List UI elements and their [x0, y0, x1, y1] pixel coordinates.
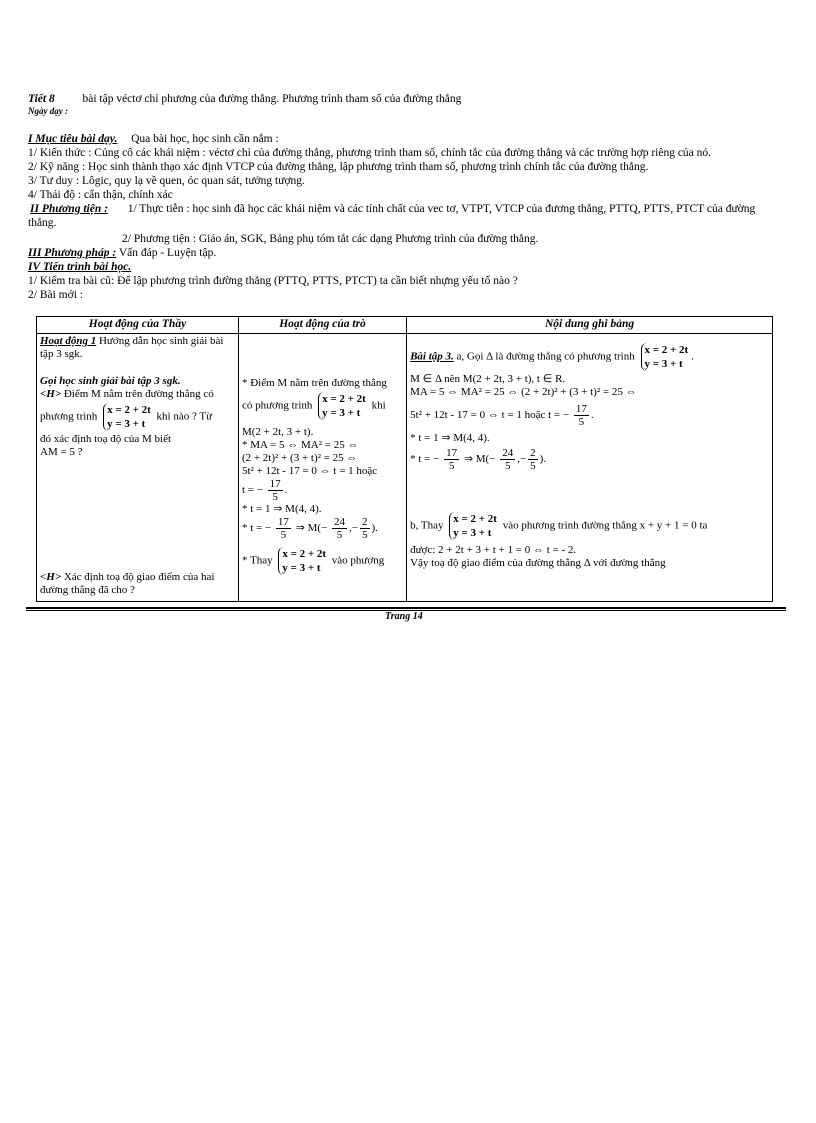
- board-cell: Bài tập 3. a, Gọi Δ là đường thẳng có phương trình x = 2 + 2t y = 3 + t . M ∈ Δ nên M(2 + 2t, 3 + t), t ∈ R. MA = 5 ⇔ MA² = 25 ⇔ (2 + 2t)² + (3 + t)² = 25 ⇔ 5t² + 12t - 17 = 0 ⇔ t = 1 hoặc t = − $\frac{17}{5}$ . * t = 1 ⇒ M(4, 4). * t = − $\frac{17}{5}$ ⇒ M(− $\frac{24}{5}$ ,− $\frac{2}{5}$ ). b, Thay x = 2 + 2t y = 3 + t vào phương trình đường thẳng x + y + 1 = 0 ta được: 2 + 2t + 3 + t + 1 = 0 ⇔ t = - 2. Vậy toạ độ giao điểm của đường thẳng Δ với đường thẳng: [407, 334, 773, 602]
- q2-b: đường thẳng đã cho ?: [40, 584, 135, 596]
- phuong-phap-title: III Phương pháp :: [28, 247, 117, 259]
- fraction: $\frac{2}{5}$: [530, 447, 536, 472]
- param-system: x = 2 + 2t y = 3 + t: [278, 547, 326, 575]
- goi-text: Gọi học sinh giải bài tập 3 sgk.: [40, 375, 181, 387]
- fraction: $\frac{24}{5}$: [502, 447, 514, 472]
- phuong-tien-title: II Phương tiện :: [30, 203, 108, 215]
- tien-trinh-title: IV Tiến trình bài học.: [28, 261, 132, 273]
- muc-tieu-intro: Qua bài học, học sinh cần nắm :: [131, 133, 279, 145]
- lesson-heading: [28, 92, 461, 106]
- phuong-phap-line: [28, 246, 216, 260]
- lesson-number: Tiết 8: [28, 93, 55, 105]
- muc-tieu-line: [28, 132, 279, 146]
- q1-e: AM = 5 ?: [40, 446, 83, 458]
- a7: 5t² + 12t - 17 = 0 ⇔ t = 1 hoặc: [241, 465, 378, 477]
- kiem-tra: 1/ Kiểm tra bài cũ: Để lập phương trình đường thẳng (PTTQ, PTTS, PTCT) ta cần biết nhựng yếu tố nào ?: [28, 275, 518, 287]
- page-number: Trang 14: [385, 611, 423, 622]
- table-row: [37, 334, 773, 602]
- param-system: x = 2 + 2t y = 3 + t: [103, 403, 151, 431]
- fraction: $\frac{17}{5}$: [446, 447, 458, 472]
- fraction: $\frac{2}{5}$: [362, 516, 368, 541]
- a2: có phương trình: [241, 399, 313, 412]
- q1-d: đó xác định toạ độ của M biết: [40, 433, 172, 445]
- l7: Vậy toạ độ giao điểm của đường thẳng Δ với đường thẳng: [410, 557, 666, 569]
- q2-a: Xác định toạ độ giao điểm của hai: [63, 571, 215, 583]
- a11-pre: * Thay: [241, 554, 273, 567]
- bai-moi: 2/ Bài mới :: [28, 289, 83, 301]
- a6: (2 + 2t)² + (3 + t)² = 25 ⇔: [241, 452, 358, 464]
- b-post: vào phương trình đường thẳng x + y + 1 = 0 ta: [502, 519, 708, 532]
- header-board: Nội dung ghi bảng: [407, 317, 773, 334]
- table-header-row: [37, 317, 773, 334]
- footer-divider: [26, 607, 786, 609]
- a10-pre: * t = −: [241, 522, 272, 535]
- l3: 5t² + 12t - 17 = 0 ⇔ t = 1 hoặc t = −: [410, 409, 570, 422]
- lesson-table: [36, 316, 773, 602]
- bt-title: Bài tập 3.: [410, 350, 454, 363]
- param-system: x = 2 + 2t y = 3 + t: [449, 512, 497, 540]
- q1-c: khi nào ? Từ: [156, 410, 213, 423]
- hd-title: Hoạt động 1: [40, 335, 97, 347]
- a4: M(2 + 2t, 3 + t).: [241, 426, 314, 438]
- l6: được: 2 + 2t + 3 + t + 1 = 0 ⇔ t = - 2.: [410, 544, 577, 556]
- h-tag: <H>: [40, 388, 62, 400]
- date-label: Ngày dạy :: [28, 106, 68, 116]
- fraction: $\frac{24}{5}$: [334, 516, 346, 541]
- thai-do: 4/ Thái độ : cẩn thận, chính xác: [28, 189, 173, 201]
- fraction: $\frac{17}{5}$: [277, 516, 289, 541]
- a5: * MA = 5 ⇔ MA² = 25 ⇔: [241, 439, 359, 451]
- phuong-tien-2: 2/ Phương tiện : Giáo án, SGK, Bảng phụ tóm tắt các dạng Phương trình của đường thẳng.: [122, 233, 539, 245]
- q1-b: phương trình: [40, 410, 98, 423]
- fraction: $\frac{17}{5}$: [575, 403, 587, 428]
- muc-tieu-title: I Mục tiêu bài dạy.: [28, 133, 118, 145]
- phuong-tien-1-cont: thẳng.: [28, 217, 57, 229]
- lesson-title: bài tập véctơ chỉ phương của đường thẳng. Phương trình tham số của đường thẳng: [82, 93, 462, 105]
- b-pre: b, Thay: [410, 519, 444, 532]
- a1: * Điểm M nằm trên đường thẳng: [241, 377, 387, 389]
- hd-text: Hướng dẫn học sinh giải bài tập 3 sgk.: [40, 335, 224, 360]
- l1: M ∈ Δ nên M(2 + 2t, 3 + t), t ∈ R.: [410, 373, 566, 385]
- l5-pre: * t = −: [410, 453, 440, 466]
- param-system: x = 2 + 2t y = 3 + t: [318, 392, 366, 420]
- a8-pre: t = −: [241, 484, 263, 497]
- tu-duy: 3/ Tư duy : Lôgic, quy lạ về quen, óc quan sát, tưởng tượng.: [28, 175, 305, 187]
- ky-nang: 2/ Kỹ năng : Học sinh thành thạo xác định VTCP của đường thẳng, lập phương trình tham số, phương trình chính tắc của đường thẳng.: [28, 161, 649, 173]
- header-teacher: Hoạt động của Thầy: [37, 317, 239, 334]
- a10-post: ⇒ M(−: [295, 522, 328, 535]
- fraction: $\frac{17}{5}$: [269, 478, 281, 503]
- l5-post: ⇒ M(−: [463, 453, 496, 466]
- q1-a: Điểm M nằm trên đường thẳng có: [63, 388, 214, 400]
- l4: * t = 1 ⇒ M(4, 4).: [410, 432, 490, 444]
- teacher-cell: [37, 334, 239, 602]
- param-system: x = 2 + 2t y = 3 + t: [641, 343, 689, 371]
- a9: * t = 1 ⇒ M(4, 4).: [241, 503, 322, 515]
- phuong-phap-text: Vấn đáp - Luyện tập.: [118, 247, 217, 259]
- kien-thuc: 1/ Kiến thức : Củng cố các khái niệm : véctơ chỉ của đường thẳng, phương trình tham số, chính tắc của đường thẳng và các trường hợp riêng của nó.: [28, 147, 712, 159]
- h-tag-2: <H>: [40, 571, 62, 583]
- phuong-tien-line: [30, 202, 755, 216]
- a11-post: vào phương: [331, 554, 385, 567]
- bt-text: a, Gọi Δ là đường thẳng có phương trình: [456, 350, 635, 363]
- l2: MA = 5 ⇔ MA² = 25 ⇔ (2 + 2t)² + (3 + t)² = 25 ⇔: [410, 386, 637, 398]
- student-cell: * Điểm M nằm trên đường thẳng có phương trình x = 2 + 2t y = 3 + t khi M(2 + 2t, 3 + t). * MA = 5 ⇔ MA² = 25 ⇔ (2 + 2t)² + (3 + t)² = 25 ⇔ 5t² + 12t - 17 = 0 ⇔ t = 1 hoặc t = − $\frac{17}{5}$ . * t = 1 ⇒ M(4, 4). * t = − $\frac{17}{5}$ ⇒ M(− $\frac{24}{5}$ ,− $\frac{2}{5}$ ). * Thay x = 2 + 2t y = 3 + t vào phương: [238, 334, 406, 602]
- phuong-tien-1: 1/ Thực tiễn : học sinh đã học các khái niệm và các tính chất của vec tơ, VTPT, VTCP của đương thẳng, PTTQ, PTTS, PTCT của đường: [127, 203, 756, 215]
- a3: khi: [371, 399, 386, 412]
- header-student: Hoạt động của trò: [238, 317, 406, 334]
